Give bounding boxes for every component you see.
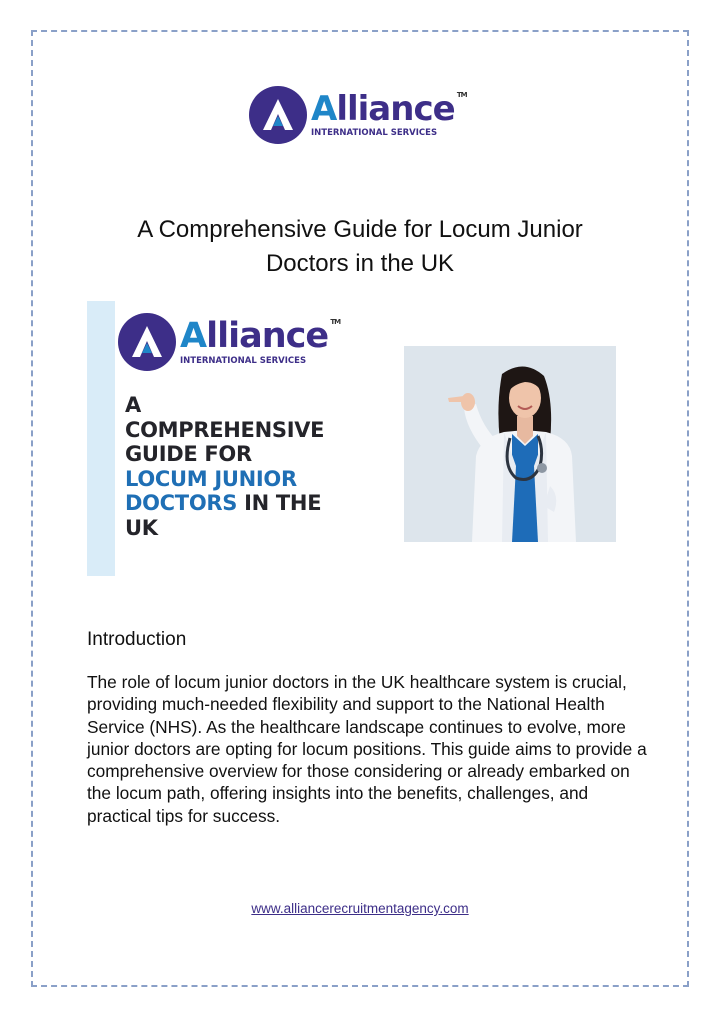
trademark: TM — [330, 317, 341, 326]
banner-heading-line: UK — [125, 515, 158, 540]
banner-heading-line: COMPREHENSIVE — [125, 417, 325, 442]
logo-name-first: A — [311, 89, 337, 129]
logo-subtitle: INTERNATIONAL SERVICES — [311, 128, 438, 138]
banner-accent-strip — [87, 301, 115, 576]
logo-name-first: A — [180, 315, 207, 356]
banner-heading-line: A — [125, 393, 141, 417]
logo-name-rest: lliance — [206, 315, 329, 356]
banner-heading-highlight: LOCUM JUNIOR — [125, 466, 297, 491]
trademark: TM — [456, 91, 467, 99]
banner-logo — [118, 313, 341, 371]
banner-heading-line: IN THE — [237, 491, 322, 515]
doctor-illustration-icon — [404, 346, 616, 542]
title-line-1: A Comprehensive Guide for Locum Junior — [137, 216, 583, 243]
alliance-logo-icon — [249, 86, 307, 144]
banner-heading-line: GUIDE FOR — [125, 442, 252, 466]
header-logo — [249, 86, 467, 144]
intro-paragraph: The role of locum junior doctors in the UK healthcare system is crucial, providing much-needed flexibility and support to the National Health Service (NHS). As the healthcare landscape continues to evolve, more junior doctors are opting for locum positions. This guide aims to provide a comprehensive overview for those considering or already embarked on the locum path, offering insights into the benefits, challenges, and practical tips for success. — [87, 672, 647, 826]
doctor-photo — [404, 346, 616, 542]
cover-banner — [87, 301, 647, 576]
logo-name-rest: lliance — [336, 89, 455, 129]
logo-subtitle: INTERNATIONAL SERVICES — [180, 355, 307, 366]
alliance-logo-icon — [118, 313, 176, 371]
document-title — [60, 213, 660, 281]
website-link[interactable]: www.alliancerecruitmentagency.com — [251, 901, 469, 916]
intro-heading: Introduction — [87, 629, 187, 650]
banner-heading-highlight: DOCTORS — [125, 491, 238, 515]
title-line-2: Doctors in the UK — [265, 250, 455, 277]
banner-heading — [125, 393, 385, 540]
